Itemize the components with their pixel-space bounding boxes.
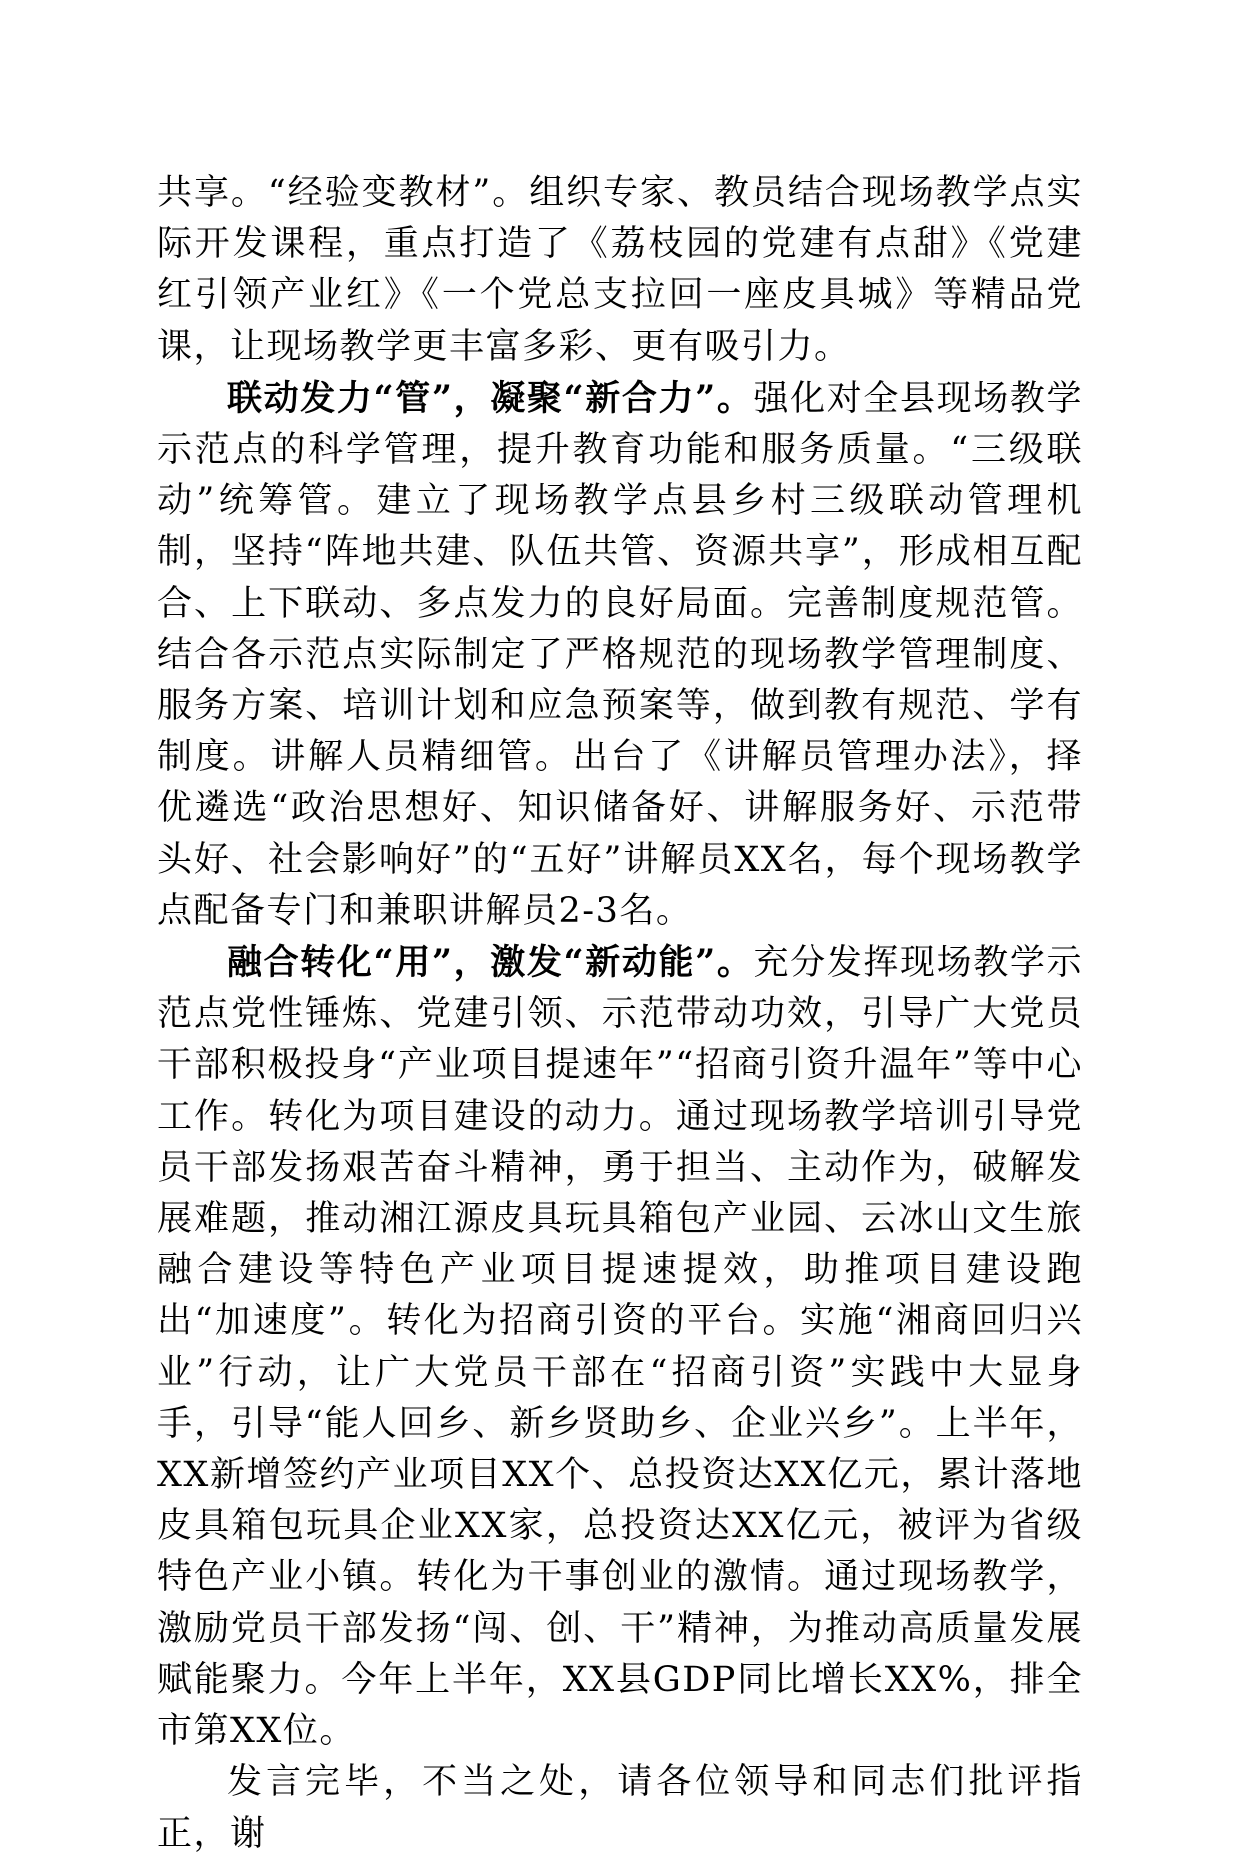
paragraph-management xyxy=(157,373,1083,937)
paragraph-heading: 联动发力“管”，凝聚“新合力”。 xyxy=(227,377,754,419)
paragraph-text: 强化对全县现场教学示范点的科学管理，提升教育功能和服务质量。“三级联动”统筹管。建立了现场教学点县乡村三级联动管理机制，坚持“阵地共建、队伍共管、资源共享”，形成相互配合、上下联动、多点发力的良好局面。完善制度规范管。结合各示范点实际制定了严格规范的现场教学管理制度、服务方案、培训计划和应急预案等，做到教有规范、学有制度。讲解人员精细管。出台了《讲解员管理办法》，择优遴选“政治思想好、知识储备好、讲解服务好、示范带头好、社会影响好”的“五好”讲解员XX名，每个现场教学点配备专门和兼职讲解员2-3名。 xyxy=(157,378,1083,931)
paragraph-continuation xyxy=(157,168,1083,373)
paragraph-application xyxy=(157,937,1083,1757)
paragraph-closing xyxy=(157,1757,1083,1859)
paragraph-heading: 融合转化“用”，激发“新动能”。 xyxy=(227,942,754,984)
paragraph-text: 充分发挥现场教学示范点党性锤炼、党建引领、示范带动功效，引导广大党员干部积极投身“产业项目提速年”“招商引资升温年”等中心工作。转化为项目建设的动力。通过现场教学培训引导党员干部发扬艰苦奋斗精神，勇于担当、主动作为，破解发展难题，推动湘江源皮具玩具箱包产业园、云冰山文生旅融合建设等特色产业项目提速提效，助推项目建设跑出“加速度”。转化为招商引资的平台。实施“湘商回归兴业”行动，让广大党员干部在“招商引资”实践中大显身手，引导“能人回乡、新乡贤助乡、企业兴乡”。上半年，XX新增签约产业项目XX个、总投资达XX亿元，累计落地皮具箱包玩具企业XX家，总投资达XX亿元，被评为省级特色产业小镇。转化为干事创业的激情。通过现场教学，激励党员干部发扬“闯、创、干”精神，为推动高质量发展赋能聚力。今年上半年，XX县GDP同比增长XX%，排全市第XX位。 xyxy=(157,943,1083,1752)
paragraph-text: 共享。“经验变教材”。组织专家、教员结合现场教学点实际开发课程，重点打造了《荔枝园的党建有点甜》《党建红引领产业红》《一个党总支拉回一座皮具城》等精品党课，让现场教学更丰富多彩、更有吸引力。 xyxy=(157,173,1083,367)
document-body xyxy=(157,168,1083,1860)
paragraph-text: 发言完毕，不当之处，请各位领导和同志们批评指正，谢 xyxy=(157,1762,1083,1854)
